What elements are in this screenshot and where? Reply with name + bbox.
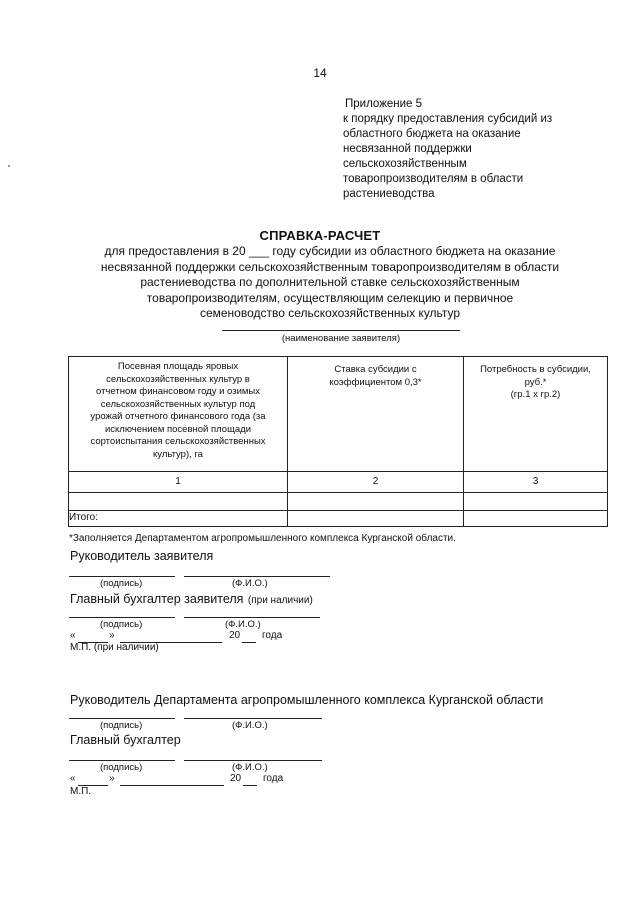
calculation-table [68,356,608,527]
header-line: отчетном финансовом году и озимых [96,386,260,397]
table-cell[interactable] [288,511,464,527]
column-number: 3 [464,472,608,493]
header-line: сельскохозяйственных культур в [106,373,250,385]
column-number: 1 [69,472,288,493]
page-number: 14 [313,66,327,80]
header-line: культур), га [153,448,203,460]
header-line: коэффициентом 0,3* [329,376,422,388]
applicant-caption: (наименование заявителя) [281,333,401,344]
table-cell[interactable] [288,493,464,511]
signature-caption: (подпись) [100,619,143,630]
subtitle-line: растениеводства по дополнительной ставке сельскохозяйственным [140,275,520,289]
department-head-title: Руководитель Департамента агропромышленного комплекса Курганской области [70,693,544,707]
document-title: СПРАВКА-РАСЧЕТ [259,228,381,243]
dept-head-name-line[interactable] [184,718,322,719]
dept-accountant-signature-line[interactable] [69,760,175,761]
appendix-line: областного бюджета на оказание [343,128,521,140]
header-line: сельскохозяйственных культур под [100,398,256,410]
date-month-line[interactable] [120,785,224,786]
name-caption: (Ф.И.О.) [225,619,261,630]
table-row [69,493,608,511]
year-prefix: 20 [230,773,242,784]
table-cell[interactable] [464,493,608,511]
stamp-note: М.П. [70,786,92,797]
head-signature-line[interactable] [69,576,175,577]
appendix-line: растениеводства [343,188,435,200]
table-cell[interactable] [464,511,608,527]
column-number-row [69,472,608,493]
appendix-line: Приложение 5 [345,98,423,110]
year-word: года [262,630,283,641]
table-cell[interactable] [69,493,288,511]
header-cell-rate [288,357,464,472]
subtitle-line: товаропроизводителям, осуществляющим селекцию и первичное [146,290,514,305]
year-prefix: 20 [229,630,241,641]
name-caption: (Ф.И.О.) [232,578,268,589]
signature-caption: (подпись) [100,578,143,589]
header-line: Ставка субсидии с [334,364,417,375]
signature-caption: (подпись) [100,720,143,731]
header-line: руб.* [524,376,547,388]
appendix-note [343,97,603,202]
accountant-note: (при наличии) [247,595,313,606]
applicant-name-field[interactable] [222,330,460,331]
appendix-line: сельскохозяйственным [343,158,467,170]
dept-head-signature-line[interactable] [69,718,175,719]
date-close-quote: » [109,773,115,784]
appendix-line: несвязанной поддержки [343,143,472,155]
name-caption: (Ф.И.О.) [232,720,268,731]
accountant-title: Главный бухгалтер заявителя [70,592,244,606]
date-close-quote: » [109,630,115,641]
dept-accountant-name-line[interactable] [184,760,322,761]
header-cell-area [69,357,288,472]
accountant-name-line[interactable] [184,617,320,618]
stamp-note: М.П. (при наличии) [70,642,159,653]
header-line: сортоиспытания сельскохозяйственных [90,436,266,447]
total-row [69,511,608,527]
header-line: исключением посевной площади [104,423,252,435]
dept-accountant-title: Главный бухгалтер [70,733,181,747]
signature-caption: (подпись) [100,762,143,773]
header-line: Посевная площадь яровых [117,361,239,372]
header-line: урожай отчетного финансового года (за [90,411,266,422]
date-year-line[interactable] [243,785,257,786]
header-cell-need [464,357,608,472]
date-open-quote: « [70,630,76,641]
header-line: Потребность в субсидии, [480,364,591,375]
applicant-head-title: Руководитель заявителя [70,549,214,563]
appendix-line: к порядку предоставления субсидий из [343,113,553,125]
header-line: (гр.1 х гр.2) [510,389,561,400]
column-number: 2 [288,472,464,493]
name-caption: (Ф.И.О.) [232,762,268,773]
subtitle-line: несвязанной поддержки сельскохозяйственным товаропроизводителям в области [100,259,560,274]
footnote: *Заполняется Департаментом агропромышленного комплекса Курганской области. [69,533,456,544]
table-header-row [69,357,608,472]
total-label: Итого: [69,511,288,527]
date-open-quote: « [70,773,76,784]
subtitle-line: для предоставления в 20 ___ году субсидии из областного бюджета на оказание [104,244,556,258]
appendix-line: товаропроизводителям в области [343,173,524,185]
year-word: года [263,773,284,784]
applicant-accountant [70,590,313,608]
document-subtitle [70,244,590,322]
subtitle-line: семеноводство сельскохозяйственных культур [199,306,461,320]
head-name-line[interactable] [184,576,330,577]
scan-speck [8,165,10,167]
date-year-line[interactable] [242,642,256,643]
accountant-signature-line[interactable] [69,617,175,618]
